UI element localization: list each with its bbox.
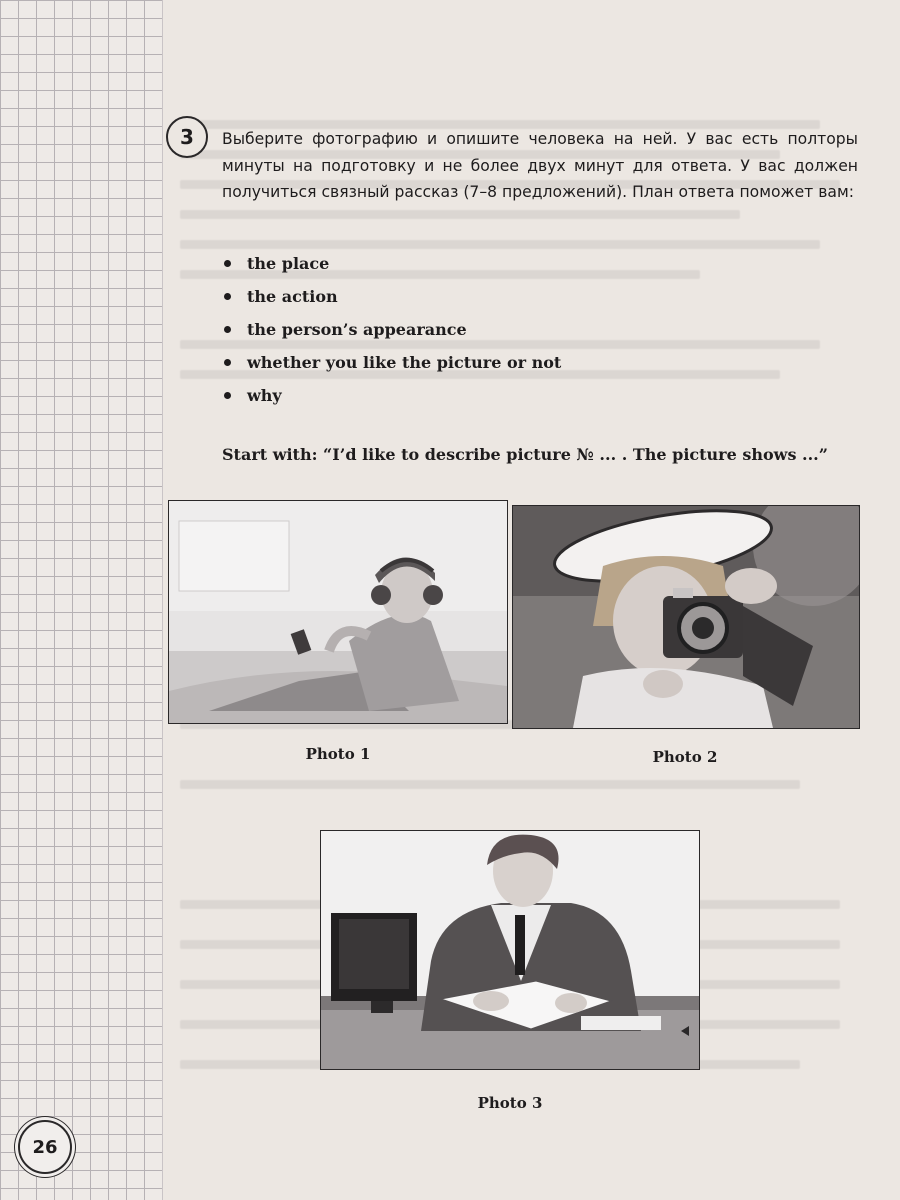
bullet-icon bbox=[224, 293, 231, 300]
girl-with-camera-photo bbox=[513, 506, 859, 728]
bullet-icon bbox=[224, 326, 231, 333]
young-man-reading-photo bbox=[321, 831, 699, 1069]
task-number-badge bbox=[166, 116, 208, 158]
start-with-prompt: Start with: “I’d like to describe picture № ... . The picture shows ...” bbox=[222, 445, 828, 464]
answer-plan-list bbox=[222, 247, 561, 412]
page-number-badge bbox=[18, 1120, 72, 1174]
plan-item: the action bbox=[222, 280, 561, 313]
photo-3 bbox=[320, 830, 700, 1070]
plan-item: the place bbox=[222, 247, 561, 280]
bullet-icon bbox=[224, 359, 231, 366]
photo-1 bbox=[168, 500, 508, 724]
photo-2-caption: Photo 2 bbox=[652, 748, 718, 766]
boy-with-headphones-photo bbox=[169, 501, 507, 723]
bullet-icon bbox=[224, 260, 231, 267]
photo-3-caption: Photo 3 bbox=[477, 1094, 543, 1112]
bullet-icon bbox=[224, 392, 231, 399]
photo-2 bbox=[512, 505, 860, 729]
page-number: 26 bbox=[32, 1136, 58, 1158]
task-number: 3 bbox=[180, 125, 194, 149]
plan-item: why bbox=[222, 379, 561, 412]
plan-item: the person’s appearance bbox=[222, 313, 561, 346]
task-instructions: Выберите фотографию и опишите человека на ней. У вас есть полторы минуты на подготовку и не более двух минут для ответа. У вас должен получиться связный рассказ (7–8 предложений). План ответа поможет вам: bbox=[222, 130, 858, 201]
graph-paper-margin bbox=[0, 0, 163, 1200]
plan-item: whether you like the picture or not bbox=[222, 346, 561, 379]
photo-1-caption: Photo 1 bbox=[305, 745, 371, 763]
